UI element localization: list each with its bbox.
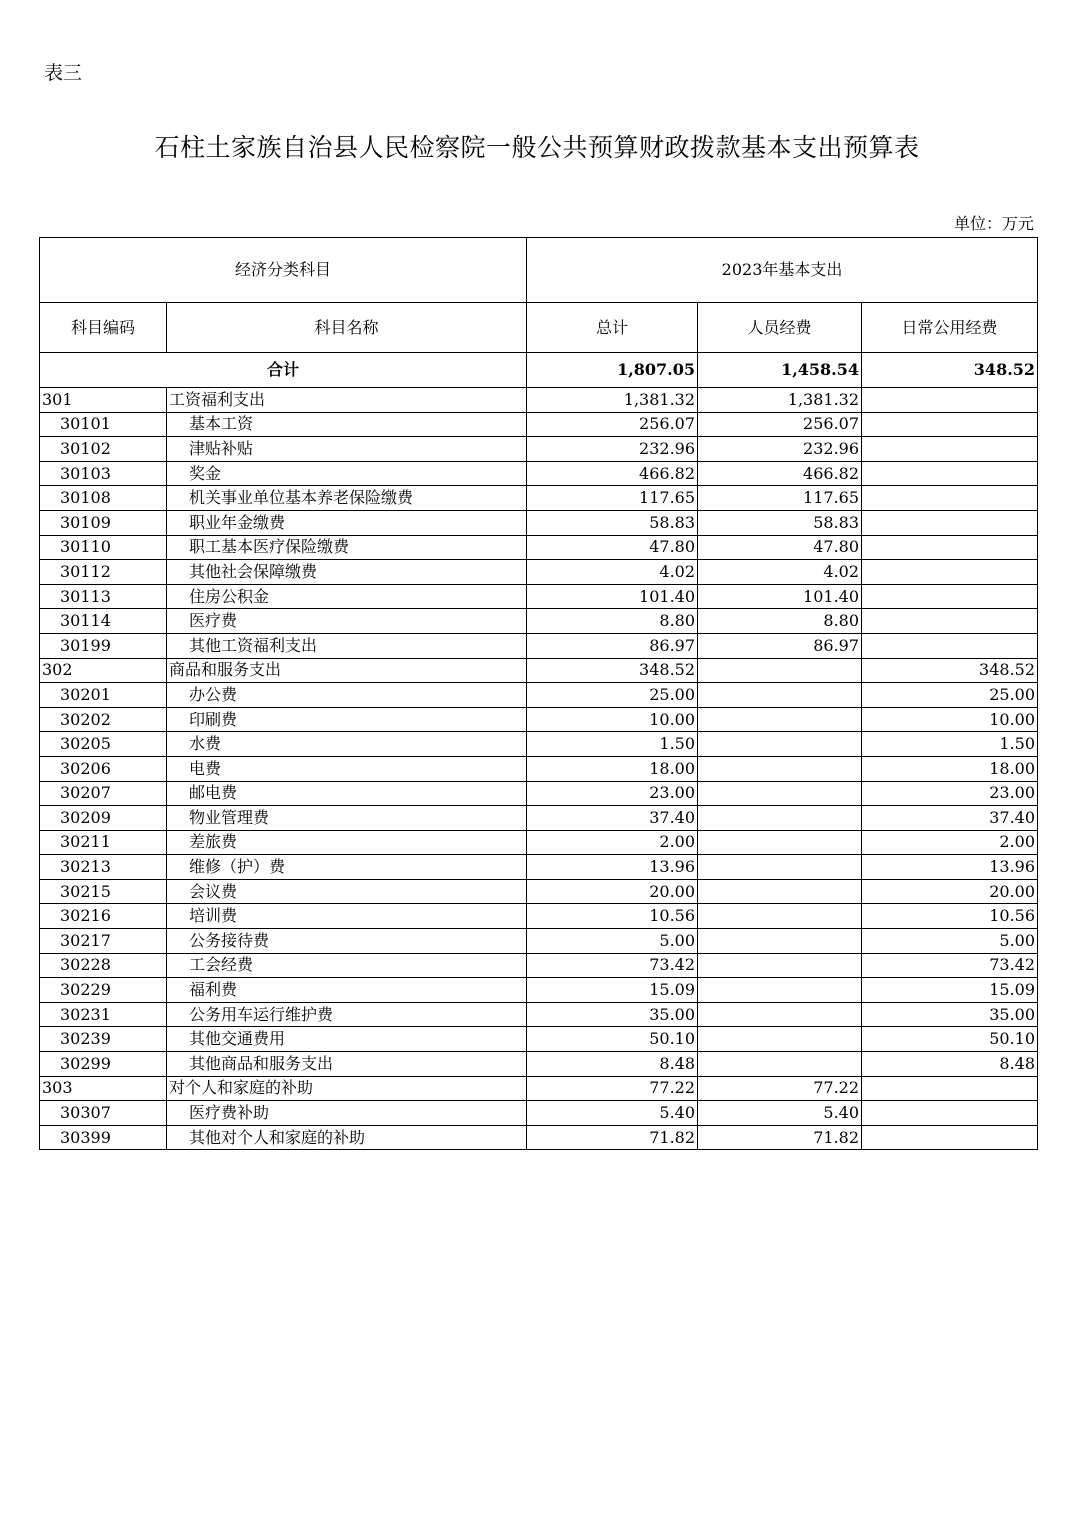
row-total: 58.83 xyxy=(527,510,698,535)
row-code: 30207 xyxy=(40,781,167,806)
row-name: 工资福利支出 xyxy=(167,388,527,413)
row-code: 30202 xyxy=(40,707,167,732)
row-name: 机关事业单位基本养老保险缴费 xyxy=(167,486,527,511)
row-public xyxy=(862,633,1038,658)
table-row xyxy=(40,806,1038,831)
page-title: 石柱土家族自治县人民检察院一般公共预算财政拨款基本支出预算表 xyxy=(154,133,920,162)
row-personnel: 1,381.32 xyxy=(698,388,862,413)
row-total: 8.80 xyxy=(527,609,698,634)
row-public xyxy=(862,609,1038,634)
row-public: 37.40 xyxy=(862,806,1038,831)
row-total: 47.80 xyxy=(527,535,698,560)
sum-total: 1,807.05 xyxy=(527,353,698,388)
row-name: 办公费 xyxy=(167,683,527,708)
row-total: 117.65 xyxy=(527,486,698,511)
row-name: 职工基本医疗保险缴费 xyxy=(167,535,527,560)
row-total: 10.56 xyxy=(527,904,698,929)
row-personnel xyxy=(698,756,862,781)
row-personnel: 232.96 xyxy=(698,437,862,462)
row-total: 25.00 xyxy=(527,683,698,708)
row-total: 101.40 xyxy=(527,584,698,609)
row-personnel xyxy=(698,732,862,757)
row-code: 301 xyxy=(40,388,167,413)
row-total: 35.00 xyxy=(527,1002,698,1027)
row-code: 302 xyxy=(40,658,167,683)
row-personnel xyxy=(698,707,862,732)
row-code: 30108 xyxy=(40,486,167,511)
row-total: 8.48 xyxy=(527,1052,698,1077)
row-public xyxy=(862,412,1038,437)
doc-label: 表三 xyxy=(44,62,83,84)
row-personnel: 256.07 xyxy=(698,412,862,437)
row-name: 其他交通费用 xyxy=(167,1027,527,1052)
sum-label: 合计 xyxy=(40,353,527,388)
row-personnel: 101.40 xyxy=(698,584,862,609)
header-econ-class: 经济分类科目 xyxy=(40,238,527,303)
header-name: 科目名称 xyxy=(167,303,527,353)
row-public: 8.48 xyxy=(862,1052,1038,1077)
row-code: 30102 xyxy=(40,437,167,462)
row-code: 30307 xyxy=(40,1101,167,1126)
row-name: 职业年金缴费 xyxy=(167,510,527,535)
row-personnel xyxy=(698,904,862,929)
table-row xyxy=(40,756,1038,781)
row-code: 30114 xyxy=(40,609,167,634)
budget-table xyxy=(39,237,1038,1150)
row-personnel xyxy=(698,1002,862,1027)
row-total: 86.97 xyxy=(527,633,698,658)
row-total: 15.09 xyxy=(527,978,698,1003)
row-code: 30199 xyxy=(40,633,167,658)
row-personnel xyxy=(698,806,862,831)
header-row-1 xyxy=(40,238,1038,303)
unit-label: 单位：万元 xyxy=(953,214,1034,233)
row-name: 会议费 xyxy=(167,879,527,904)
row-total: 37.40 xyxy=(527,806,698,831)
sum-row xyxy=(40,353,1038,388)
row-public xyxy=(862,1076,1038,1101)
row-code: 30109 xyxy=(40,510,167,535)
row-public xyxy=(862,1125,1038,1150)
row-personnel xyxy=(698,830,862,855)
sum-public: 348.52 xyxy=(862,353,1038,388)
row-total: 20.00 xyxy=(527,879,698,904)
table-row xyxy=(40,535,1038,560)
row-name: 电费 xyxy=(167,756,527,781)
row-personnel: 8.80 xyxy=(698,609,862,634)
row-total: 13.96 xyxy=(527,855,698,880)
row-public xyxy=(862,510,1038,535)
row-total: 5.40 xyxy=(527,1101,698,1126)
row-name: 邮电费 xyxy=(167,781,527,806)
row-public: 10.00 xyxy=(862,707,1038,732)
row-personnel xyxy=(698,1027,862,1052)
row-total: 2.00 xyxy=(527,830,698,855)
row-name: 津贴补贴 xyxy=(167,437,527,462)
table-row xyxy=(40,437,1038,462)
row-name: 医疗费补助 xyxy=(167,1101,527,1126)
row-public: 348.52 xyxy=(862,658,1038,683)
row-code: 30213 xyxy=(40,855,167,880)
row-code: 30103 xyxy=(40,461,167,486)
row-code: 30211 xyxy=(40,830,167,855)
row-total: 256.07 xyxy=(527,412,698,437)
table-row xyxy=(40,1076,1038,1101)
row-name: 商品和服务支出 xyxy=(167,658,527,683)
table-row xyxy=(40,486,1038,511)
table-row xyxy=(40,978,1038,1003)
row-code: 30206 xyxy=(40,756,167,781)
row-name: 维修（护）费 xyxy=(167,855,527,880)
row-personnel xyxy=(698,683,862,708)
header-code: 科目编码 xyxy=(40,303,167,353)
row-name: 差旅费 xyxy=(167,830,527,855)
row-code: 30229 xyxy=(40,978,167,1003)
row-personnel xyxy=(698,879,862,904)
table-row xyxy=(40,683,1038,708)
table-row xyxy=(40,510,1038,535)
row-name: 物业管理费 xyxy=(167,806,527,831)
row-total: 348.52 xyxy=(527,658,698,683)
row-code: 30399 xyxy=(40,1125,167,1150)
row-code: 30217 xyxy=(40,929,167,954)
row-personnel: 47.80 xyxy=(698,535,862,560)
table-row xyxy=(40,732,1038,757)
row-public: 35.00 xyxy=(862,1002,1038,1027)
row-code: 30101 xyxy=(40,412,167,437)
row-public: 13.96 xyxy=(862,855,1038,880)
row-public xyxy=(862,584,1038,609)
row-code: 30112 xyxy=(40,560,167,585)
row-total: 23.00 xyxy=(527,781,698,806)
row-public xyxy=(862,388,1038,413)
row-public xyxy=(862,486,1038,511)
row-public xyxy=(862,535,1038,560)
row-name: 其他社会保障缴费 xyxy=(167,560,527,585)
row-name: 工会经费 xyxy=(167,953,527,978)
row-personnel xyxy=(698,781,862,806)
row-code: 30228 xyxy=(40,953,167,978)
row-public: 23.00 xyxy=(862,781,1038,806)
row-public xyxy=(862,461,1038,486)
row-public: 10.56 xyxy=(862,904,1038,929)
table-row xyxy=(40,560,1038,585)
table-row xyxy=(40,609,1038,634)
table-row xyxy=(40,953,1038,978)
row-total: 466.82 xyxy=(527,461,698,486)
row-total: 50.10 xyxy=(527,1027,698,1052)
table-row xyxy=(40,1052,1038,1077)
row-name: 医疗费 xyxy=(167,609,527,634)
table-row xyxy=(40,1027,1038,1052)
table-row xyxy=(40,879,1038,904)
row-personnel: 86.97 xyxy=(698,633,862,658)
row-name: 培训费 xyxy=(167,904,527,929)
row-total: 4.02 xyxy=(527,560,698,585)
row-name: 其他商品和服务支出 xyxy=(167,1052,527,1077)
table-row xyxy=(40,658,1038,683)
row-total: 5.00 xyxy=(527,929,698,954)
row-public: 2.00 xyxy=(862,830,1038,855)
row-name: 公务用车运行维护费 xyxy=(167,1002,527,1027)
row-total: 1,381.32 xyxy=(527,388,698,413)
row-public: 5.00 xyxy=(862,929,1038,954)
row-personnel: 5.40 xyxy=(698,1101,862,1126)
table-row xyxy=(40,904,1038,929)
table-row xyxy=(40,707,1038,732)
row-personnel xyxy=(698,1052,862,1077)
row-name: 对个人和家庭的补助 xyxy=(167,1076,527,1101)
row-personnel xyxy=(698,929,862,954)
row-code: 30110 xyxy=(40,535,167,560)
row-public: 50.10 xyxy=(862,1027,1038,1052)
table-row xyxy=(40,1002,1038,1027)
row-total: 10.00 xyxy=(527,707,698,732)
sum-personnel: 1,458.54 xyxy=(698,353,862,388)
row-code: 30231 xyxy=(40,1002,167,1027)
row-name: 印刷费 xyxy=(167,707,527,732)
row-code: 30205 xyxy=(40,732,167,757)
row-code: 30215 xyxy=(40,879,167,904)
row-personnel xyxy=(698,658,862,683)
table-row xyxy=(40,633,1038,658)
row-name: 公务接待费 xyxy=(167,929,527,954)
header-public: 日常公用经费 xyxy=(862,303,1038,353)
row-name: 其他对个人和家庭的补助 xyxy=(167,1125,527,1150)
row-personnel: 117.65 xyxy=(698,486,862,511)
row-public xyxy=(862,1101,1038,1126)
table-row xyxy=(40,461,1038,486)
row-total: 18.00 xyxy=(527,756,698,781)
table-row xyxy=(40,781,1038,806)
row-personnel: 4.02 xyxy=(698,560,862,585)
row-personnel xyxy=(698,978,862,1003)
row-personnel xyxy=(698,953,862,978)
table-row xyxy=(40,388,1038,413)
table-row xyxy=(40,855,1038,880)
row-name: 住房公积金 xyxy=(167,584,527,609)
row-public xyxy=(862,437,1038,462)
row-code: 30113 xyxy=(40,584,167,609)
row-name: 其他工资福利支出 xyxy=(167,633,527,658)
row-total: 77.22 xyxy=(527,1076,698,1101)
table-row xyxy=(40,1125,1038,1150)
header-year-expense: 2023年基本支出 xyxy=(527,238,1038,303)
row-personnel: 71.82 xyxy=(698,1125,862,1150)
row-public: 18.00 xyxy=(862,756,1038,781)
row-code: 30299 xyxy=(40,1052,167,1077)
row-personnel xyxy=(698,855,862,880)
row-public: 1.50 xyxy=(862,732,1038,757)
row-name: 水费 xyxy=(167,732,527,757)
row-code: 30239 xyxy=(40,1027,167,1052)
row-personnel: 58.83 xyxy=(698,510,862,535)
row-public: 25.00 xyxy=(862,683,1038,708)
header-total: 总计 xyxy=(527,303,698,353)
row-name: 奖金 xyxy=(167,461,527,486)
table-row xyxy=(40,584,1038,609)
row-personnel: 77.22 xyxy=(698,1076,862,1101)
row-public: 15.09 xyxy=(862,978,1038,1003)
row-personnel: 466.82 xyxy=(698,461,862,486)
row-public xyxy=(862,560,1038,585)
row-code: 30201 xyxy=(40,683,167,708)
row-public: 73.42 xyxy=(862,953,1038,978)
table-row xyxy=(40,1101,1038,1126)
row-total: 1.50 xyxy=(527,732,698,757)
row-total: 232.96 xyxy=(527,437,698,462)
table-row xyxy=(40,830,1038,855)
header-row-2 xyxy=(40,303,1038,353)
row-public: 20.00 xyxy=(862,879,1038,904)
row-code: 303 xyxy=(40,1076,167,1101)
row-code: 30216 xyxy=(40,904,167,929)
row-total: 73.42 xyxy=(527,953,698,978)
row-name: 福利费 xyxy=(167,978,527,1003)
header-personnel: 人员经费 xyxy=(698,303,862,353)
row-code: 30209 xyxy=(40,806,167,831)
table-row xyxy=(40,412,1038,437)
row-total: 71.82 xyxy=(527,1125,698,1150)
table-row xyxy=(40,929,1038,954)
row-name: 基本工资 xyxy=(167,412,527,437)
